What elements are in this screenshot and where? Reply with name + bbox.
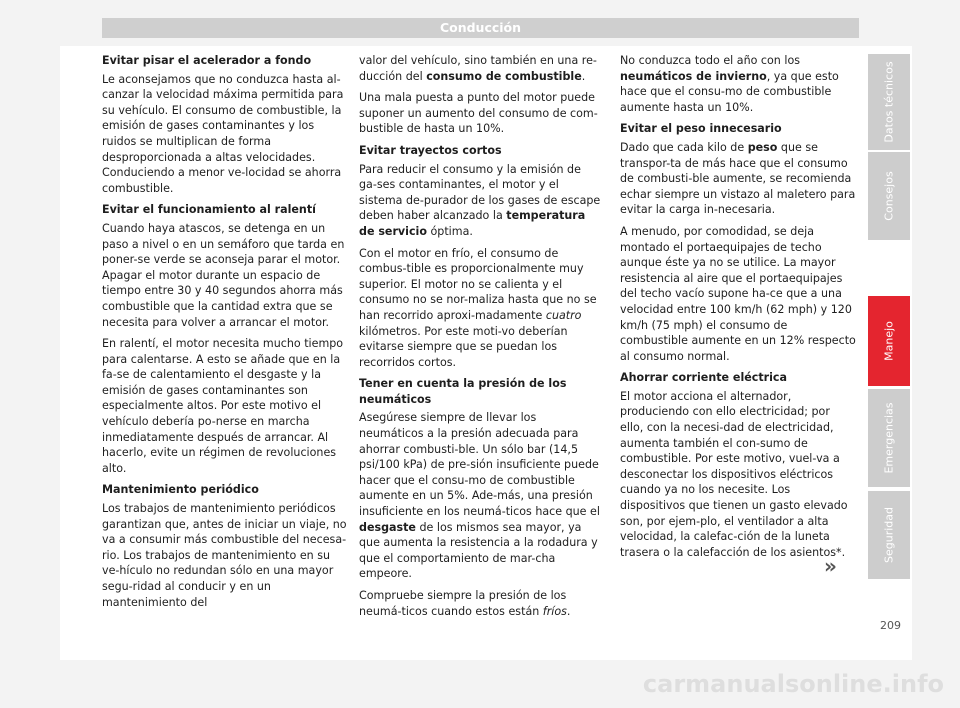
text-run: valor del vehículo, sino también en una re-ducción del bbox=[359, 54, 597, 83]
tab-consejos[interactable] bbox=[868, 152, 910, 240]
paragraph-trayectos bbox=[359, 162, 602, 240]
paragraph-presion bbox=[359, 410, 602, 582]
bold-term: peso bbox=[747, 140, 778, 154]
heading-peso: Evitar el peso innecesario bbox=[620, 122, 782, 136]
heading-acelerador: Evitar pisar el acelerador a fondo bbox=[102, 54, 312, 67]
text-run: , ya que esto hace que el consu-mo de combustible aumente hasta un 10%. bbox=[620, 69, 839, 114]
heading-trayectos: Evitar trayectos cortos bbox=[359, 143, 502, 157]
italic-term: fríos bbox=[542, 604, 567, 618]
text-column-1 bbox=[102, 53, 350, 616]
paragraph-neumaticos-invierno bbox=[620, 53, 856, 115]
heading-ralenti: Evitar el funcionamiento al ralentí bbox=[102, 203, 316, 217]
heading-mantenimiento: Mantenimiento periódico bbox=[102, 483, 259, 497]
paragraph-corriente: El motor acciona el alternador, produciendo con ello electricidad; por ello, con la necesi-dad de electricidad, aumenta también el con-sumo de combustible. Por este motivo, vuel-va a desconectar los dispositivos eléctricos cuando ya no los necesite. Los dispositivos que tienen un gasto elevado son, por ejem-plo, el ventilador a alta velocidad, la calefac-ción de la luneta trasera o la calefacción de los asientos*. bbox=[620, 389, 848, 559]
paragraph-continuation bbox=[359, 53, 602, 84]
bold-term: desgaste bbox=[359, 520, 416, 534]
tab-seguridad[interactable] bbox=[868, 491, 910, 579]
paragraph-portaequipajes: A menudo, por comodidad, se deja montado el portaequipajes de techo aunque éste ya no se utilice. La mayor resistencia al aire que el portaequipajes del techo vacío supone ha-ce que a una velocidad entre 100 km/h (62 mph) y 120 km/h (75 mph) el consumo de combustible aumente en un 12% respecto al consumo normal. bbox=[620, 224, 856, 363]
heading-corriente: Ahorrar corriente eléctrica bbox=[620, 371, 787, 385]
tab-label: Emergencias bbox=[882, 402, 896, 474]
paragraph-puesta-punto: Una mala puesta a punto del motor puede suponer un aumento del consumo de com-bustible de hasta un 10%. bbox=[359, 91, 598, 136]
paragraph-acelerador: Le aconsejamos que no conduzca hasta al-canzar la velocidad máxima permitida para su vehículo. El consumo de combustible, la emisión de gases contaminantes y los ruidos se multiplican de forma desproporcionada a altas velocidades. Conduciendo a menor ve-locidad se ahorra combustible. bbox=[102, 72, 344, 195]
paragraph-mantenimiento: Los trabajos de mantenimiento periódicos garantizan que, antes de iniciar un viaje, no va a consumir más combustible del necesa-rio. Los trabajos de mantenimiento en su ve-hículo no redundan sólo en una mayor segu-ridad al conducir y en un mantenimiento del bbox=[102, 502, 347, 609]
text-column-2 bbox=[359, 53, 602, 625]
tab-emergencias[interactable] bbox=[868, 389, 910, 487]
paragraph-ralenti-2: En ralentí, el motor necesita mucho tiempo para calentarse. A esto se añade que en la fa-se de calentamiento el desgaste y la emisión de gases contaminantes son especialmente altos. Por este motivo el vehículo debería po-nerse en marcha inmediatamente después de arrancar. Al hacerlo, evite un régimen de revoluciones alto. bbox=[102, 337, 344, 475]
bold-term: consumo de combustible bbox=[426, 69, 582, 83]
text-column-3 bbox=[620, 53, 856, 566]
text-run: Dado que cada kilo de bbox=[620, 140, 748, 154]
page-number: 209 bbox=[880, 619, 901, 632]
tab-manejo[interactable] bbox=[868, 296, 910, 386]
tab-datos-tecnicos[interactable] bbox=[868, 54, 910, 150]
text-run: Con el motor en frío, el consumo de combus-tible es proporcionalmente muy superior. El motor no se calienta y el consumo no se nor-maliza hasta que no se han recorrido aproxi-madamente bbox=[359, 246, 597, 322]
tab-label: Seguridad bbox=[882, 507, 896, 563]
tab-label: Manejo bbox=[882, 321, 896, 361]
italic-term: cuatro bbox=[545, 308, 582, 322]
paragraph-motor-frio bbox=[359, 246, 602, 371]
text-run: óptima. bbox=[426, 224, 473, 238]
paragraph-peso bbox=[620, 140, 856, 218]
tab-label: Consejos bbox=[882, 171, 896, 221]
text-run: de los mismos sea mayor, ya que aumenta la resistencia a la rodadura y que el comportamiento de mar-cha empeore. bbox=[359, 520, 598, 581]
text-run: kilómetros. Por este moti-vo deberían evitarse siempre que se puedan los recorridos cortos. bbox=[359, 324, 568, 369]
footer-banner bbox=[0, 662, 960, 708]
bold-term: temperatura de servicio bbox=[359, 209, 586, 238]
text-run: Asegúrese siempre de llevar los neumáticos a la presión adecuada para ahorrar combusti-ble. Un sólo bar (14,5 psi/100 kPa) de pre-sión insuficiente puede hacer que el consu-mo de combustible aumente en un 5%. Ade-más, una presión insuficiente en los neumá-ticos hace que el bbox=[359, 411, 600, 519]
heading-presion: Tener en cuenta la presión de los neumáticos bbox=[359, 377, 567, 406]
text-run: que se transpor-ta de más hace que el consumo de combusti-ble aumente, se recomienda echar siempre un vistazo al maletero para evitar la carga in-necesaria. bbox=[620, 140, 856, 217]
text-run: Para reducir el consumo y la emisión de ga-ses contaminantes, el motor y el sistema de-purador de los gases de escape deben haber alcanzado la bbox=[359, 162, 601, 223]
paragraph-ralenti-1: Cuando haya atascos, se detenga en un paso a nivel o en un semáforo que tarda en poner-se verde se aconseja parar el motor. Apagar el motor durante un espacio de tiempo entre 30 y 40 segundos ahorra más combustible que la cantidad extra que se necesita para volver a arrancar el motor. bbox=[102, 221, 345, 329]
continue-arrow-icon: » bbox=[824, 554, 837, 578]
watermark: carmanualsonline.info bbox=[642, 670, 944, 698]
manual-page bbox=[60, 0, 912, 708]
tab-label: Datos técnicos bbox=[882, 61, 896, 143]
text-run: . bbox=[566, 604, 571, 618]
text-run: . bbox=[581, 69, 586, 83]
text-run: No conduzca todo el año con los bbox=[620, 54, 801, 67]
section-header: Conducción bbox=[102, 18, 859, 38]
paragraph-comprobar bbox=[359, 588, 602, 619]
text-run: Compruebe siempre la presión de los neumá-ticos cuando estos están bbox=[359, 589, 567, 618]
bold-term: neumáticos de invierno bbox=[620, 69, 767, 83]
